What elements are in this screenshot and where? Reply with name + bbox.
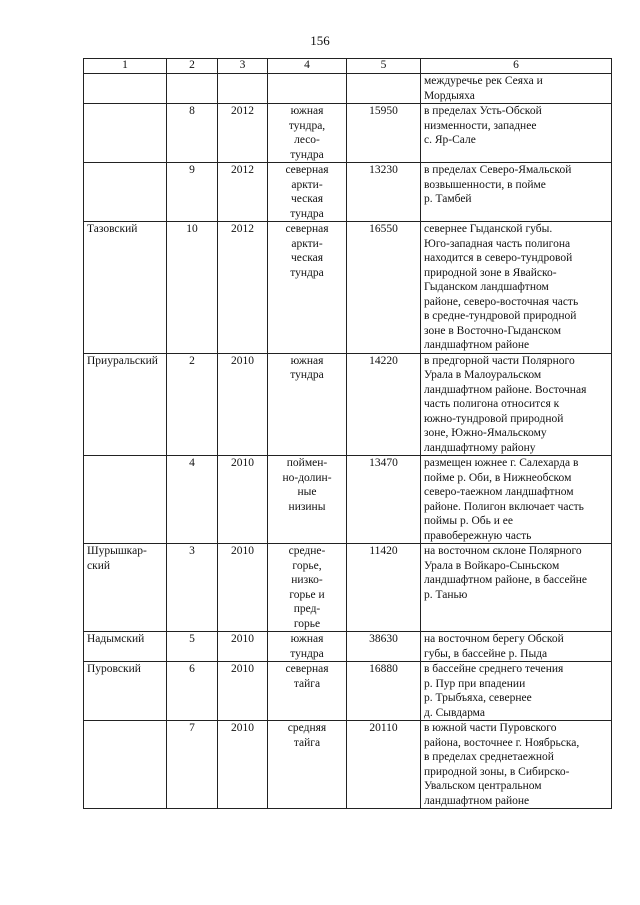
number-cell: 5 <box>167 632 218 662</box>
table-row <box>84 353 612 456</box>
area-cell: 20110 <box>347 721 421 809</box>
area-cell: 38630 <box>347 632 421 662</box>
area-cell: 11420 <box>347 544 421 632</box>
year-cell: 2012 <box>218 104 268 163</box>
column-header-1: 1 <box>84 59 167 74</box>
zone-cell: южная тундра, лесо- тундра <box>268 104 347 163</box>
column-header-4: 4 <box>268 59 347 74</box>
zone-cell: средне- горье, низко- горье и пред- горье <box>268 544 347 632</box>
location-cell: в пределах Усть-Обской низменности, западнее с. Яр-Сале <box>421 104 612 163</box>
number-cell: 2 <box>167 353 218 456</box>
year-cell: 2010 <box>218 544 268 632</box>
table-row <box>84 104 612 163</box>
table-row <box>84 632 612 662</box>
district-cell: Шурышкар- ский <box>84 544 167 632</box>
zone-cell: северная аркти- ческая тундра <box>268 163 347 222</box>
column-header-3: 3 <box>218 59 268 74</box>
number-cell: 9 <box>167 163 218 222</box>
location-cell: в предгорной части Полярного Урала в Малоуральском ландшафтном районе. Восточная часть полигона относится к южно-тундровой природной зоне, Южно-Ямальскому ландшафтному району <box>421 353 612 456</box>
district-cell <box>84 104 167 163</box>
table-header-row <box>84 59 612 74</box>
number-cell: 8 <box>167 104 218 163</box>
location-cell: на восточном берегу Обской губы, в бассейне р. Пыда <box>421 632 612 662</box>
table-body <box>84 74 612 809</box>
district-cell <box>84 721 167 809</box>
zone-cell: северная тайга <box>268 662 347 721</box>
area-cell: 16550 <box>347 222 421 354</box>
district-cell: Приуральский <box>84 353 167 456</box>
location-cell: севернее Гыданской губы. Юго-западная часть полигона находится в северо-тундровой природной зоне в Явайско- Гыданском ландшафтном районе, северо-восточная часть в средне-тундровой природной зоне в Восточно-Гыданском ландшафтном районе <box>421 222 612 354</box>
year-cell: 2010 <box>218 662 268 721</box>
zone-cell: северная аркти- ческая тундра <box>268 222 347 354</box>
district-cell <box>84 163 167 222</box>
table-row <box>84 456 612 544</box>
number-cell: 10 <box>167 222 218 354</box>
table-row <box>84 662 612 721</box>
district-cell: Пуровский <box>84 662 167 721</box>
zone-cell: средняя тайга <box>268 721 347 809</box>
area-cell: 15950 <box>347 104 421 163</box>
district-cell: Надымский <box>84 632 167 662</box>
territory-table <box>83 58 612 809</box>
location-cell: в пределах Северо-Ямальской возвышенности, в пойме р. Тамбей <box>421 163 612 222</box>
district-cell: Тазовский <box>84 222 167 354</box>
number-cell: 3 <box>167 544 218 632</box>
location-cell: в южной части Пуровского района, восточнее г. Ноябрьска, в пределах среднетаежной природной зоны, в Сибирско- Увальском центральном ландшафтном районе <box>421 721 612 809</box>
year-cell: 2010 <box>218 353 268 456</box>
year-cell: 2012 <box>218 222 268 354</box>
table-row <box>84 544 612 632</box>
area-cell: 16880 <box>347 662 421 721</box>
zone-cell: южная тундра <box>268 353 347 456</box>
district-cell <box>84 74 167 104</box>
number-cell: 6 <box>167 662 218 721</box>
column-header-6: 6 <box>421 59 612 74</box>
location-cell: в бассейне среднего течения р. Пур при впадении р. Трыбъяха, севернее д. Сывдарма <box>421 662 612 721</box>
table-row <box>84 222 612 354</box>
year-cell: 2012 <box>218 163 268 222</box>
zone-cell: поймен- но-долин- ные низины <box>268 456 347 544</box>
zone-cell <box>268 74 347 104</box>
area-cell: 13470 <box>347 456 421 544</box>
location-cell: на восточном склоне Полярного Урала в Войкаро-Сыньском ландшафтном районе, в бассейне р. Танью <box>421 544 612 632</box>
area-cell: 14220 <box>347 353 421 456</box>
table-row <box>84 163 612 222</box>
location-cell: междуречье рек Сеяха и Мордыяха <box>421 74 612 104</box>
column-header-2: 2 <box>167 59 218 74</box>
page-number: 156 <box>310 33 330 48</box>
column-header-5: 5 <box>347 59 421 74</box>
area-cell: 13230 <box>347 163 421 222</box>
area-cell <box>347 74 421 104</box>
year-cell: 2010 <box>218 456 268 544</box>
table-row <box>84 721 612 809</box>
year-cell: 2010 <box>218 632 268 662</box>
number-cell <box>167 74 218 104</box>
table-row <box>84 74 612 104</box>
year-cell: 2010 <box>218 721 268 809</box>
year-cell <box>218 74 268 104</box>
zone-cell: южная тундра <box>268 632 347 662</box>
location-cell: размещен южнее г. Салехарда в пойме р. Оби, в Нижнеобском северо-таежном ландшафтном районе. Полигон включает часть поймы р. Обь и ее правобережную часть <box>421 456 612 544</box>
number-cell: 7 <box>167 721 218 809</box>
number-cell: 4 <box>167 456 218 544</box>
district-cell <box>84 456 167 544</box>
